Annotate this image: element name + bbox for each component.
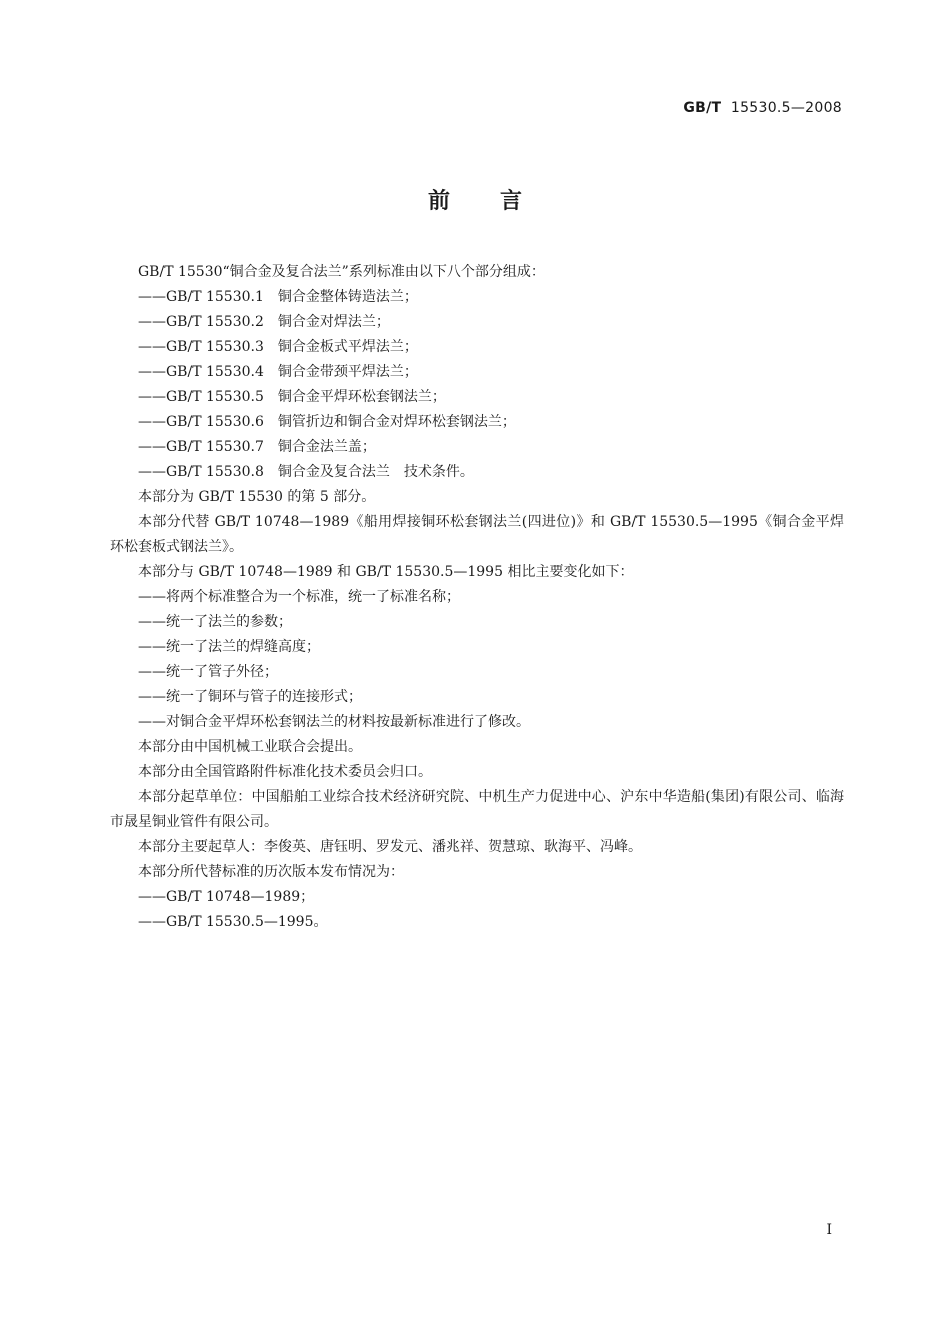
list-item: ——统一了铜环与管子的连接形式；	[138, 689, 362, 705]
changes-intro-paragraph: 本部分与 GB/T 10748—1989 和 GB/T 15530.5—1995 相比主要变化如下：	[138, 564, 634, 580]
list-item: ——统一了法兰的焊缝高度；	[138, 639, 320, 655]
list-item	[110, 310, 844, 335]
history-intro-paragraph: 本部分所代替标准的历次版本发布情况为：	[138, 864, 404, 880]
part-code: ——GB/T 15530.3	[138, 339, 264, 355]
page-title: 前言	[427, 189, 572, 214]
standard-code-number: 15530.5—2008	[730, 100, 842, 116]
document-body	[110, 260, 844, 935]
proposed-by-paragraph: 本部分由中国机械工业联合会提出。	[138, 739, 362, 755]
list-item	[110, 385, 844, 410]
part-code: ——GB/T 15530.8	[138, 464, 264, 480]
part-of-paragraph: 本部分为 GB/T 15530 的第 5 部分。	[138, 489, 376, 505]
list-item: ——统一了法兰的参数；	[138, 614, 292, 630]
changes-list	[110, 585, 844, 735]
drafters-paragraph: 本部分主要起草人：李俊英、唐钰明、罗发元、潘兆祥、贺慧琼、耿海平、冯峰。	[138, 839, 642, 855]
standard-code-prefix: GB/T	[683, 100, 722, 116]
part-name: 铜合金及复合法兰 技术条件。	[277, 464, 474, 480]
list-item	[110, 335, 844, 360]
list-item: ——GB/T 15530.5—1995。	[138, 914, 328, 930]
intro-paragraph: GB/T 15530“铜合金及复合法兰”系列标准由以下八个部分组成：	[138, 264, 545, 280]
part-name: 铜合金平焊环松套钢法兰；	[277, 389, 446, 405]
part-code: ——GB/T 15530.4	[138, 364, 264, 380]
part-name: 铜合金对焊法兰；	[277, 314, 390, 330]
replaces-paragraph: 本部分代替 GB/T 10748—1989《船用焊接铜环松套钢法兰(四进位)》和 GB/T 15530.5—1995《铜合金平焊环松套板式钢法兰》。	[110, 514, 844, 555]
part-code: ——GB/T 15530.6	[138, 414, 264, 430]
part-code: ——GB/T 15530.1	[138, 289, 264, 305]
list-item: ——将两个标准整合为一个标准，统一了标准名称；	[138, 589, 460, 605]
history-list	[110, 885, 844, 935]
list-item	[110, 285, 844, 310]
part-code: ——GB/T 15530.5	[138, 389, 264, 405]
list-item	[110, 410, 844, 435]
part-name: 铜合金整体铸造法兰；	[277, 289, 418, 305]
part-name: 铜合金带颈平焊法兰；	[277, 364, 418, 380]
parts-list	[110, 285, 844, 485]
list-item	[110, 460, 844, 485]
drafting-units-paragraph: 本部分起草单位：中国船舶工业综合技术经济研究院、中机生产力促进中心、沪东中华造船(集团)有限公司、临海市晟星铜业管件有限公司。	[110, 789, 844, 830]
part-code: ——GB/T 15530.7	[138, 439, 264, 455]
part-name: 铜管折边和铜合金对焊环松套钢法兰；	[277, 414, 516, 430]
part-name: 铜合金板式平焊法兰；	[277, 339, 418, 355]
list-item: ——统一了管子外径；	[138, 664, 278, 680]
part-name: 铜合金法兰盖；	[277, 439, 376, 455]
list-item	[110, 435, 844, 460]
part-code: ——GB/T 15530.2	[138, 314, 264, 330]
managed-by-paragraph: 本部分由全国管路附件标准化技术委员会归口。	[138, 764, 432, 780]
standard-code	[683, 100, 842, 116]
list-item: ——对铜合金平焊环松套钢法兰的材料按最新标准进行了修改。	[138, 714, 530, 730]
page-number: I	[826, 1222, 832, 1238]
list-item: ——GB/T 10748—1989；	[138, 889, 315, 905]
list-item	[110, 360, 844, 385]
